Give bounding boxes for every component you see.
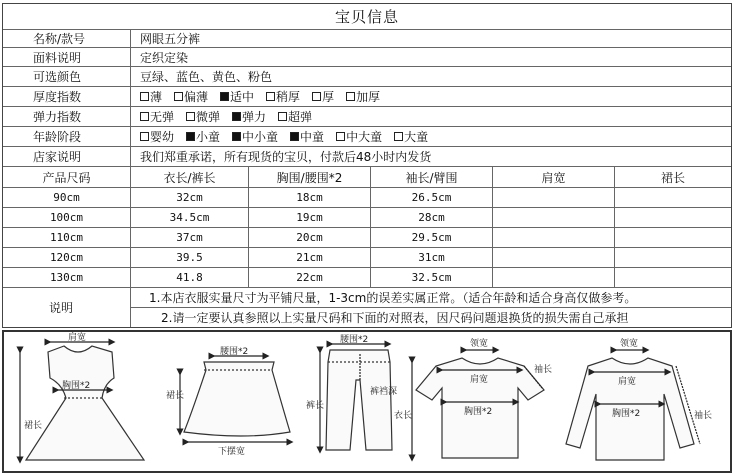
cell-sleeve: 31cm xyxy=(371,248,493,267)
header-shoulder: 肩宽 xyxy=(493,167,615,187)
option-label: 中大童 xyxy=(346,130,383,144)
thickness-option xyxy=(266,88,300,105)
header-chest: 胸围/腰围*2 xyxy=(249,167,371,187)
cell-chest: 18cm xyxy=(249,188,371,207)
table-row xyxy=(3,188,731,208)
cell-size: 110cm xyxy=(3,228,131,247)
cell-shoulder xyxy=(493,188,615,207)
skirt-length-label: 裙长 xyxy=(166,391,185,401)
longsleeve-sleeve-label: 袖长 xyxy=(694,411,713,421)
option-label: 偏薄 xyxy=(184,90,209,104)
thickness-row xyxy=(3,87,731,107)
option-label: 稍厚 xyxy=(276,90,301,104)
cell-chest: 19cm xyxy=(249,208,371,227)
thickness-options xyxy=(131,87,731,106)
checkbox-icon xyxy=(394,132,403,141)
cell-chest: 21cm xyxy=(249,248,371,267)
header-length: 衣长/裤长 xyxy=(131,167,249,187)
colors-value: 豆绿、蓝色、黄色、粉色 xyxy=(140,70,273,84)
age-options xyxy=(131,127,731,146)
cell-sleeve: 26.5cm xyxy=(371,188,493,207)
checkbox-icon xyxy=(174,92,183,101)
elasticity-option xyxy=(232,108,266,125)
thickness-label: 厚度指数 xyxy=(3,87,131,106)
skirt-waist-label: 腰围*2 xyxy=(220,347,249,357)
cell-length: 32cm xyxy=(131,188,249,207)
option-label: 超弹 xyxy=(288,110,313,124)
option-label: 加厚 xyxy=(356,90,381,104)
tshirt-chest-label: 胸围*2 xyxy=(464,407,493,417)
info-row-fabric xyxy=(3,48,731,67)
checkbox-icon xyxy=(140,132,149,141)
cell-length: 37cm xyxy=(131,228,249,247)
option-label: 微弹 xyxy=(196,110,221,124)
size-table-header xyxy=(3,167,731,188)
option-label: 无弹 xyxy=(150,110,175,124)
pants-length-label: 裤长 xyxy=(306,401,325,411)
age-option xyxy=(186,128,220,145)
note-line: 1.本店衣服实量尺寸为平铺尺量，1-3cm的误差实属正常。（适合年龄和适合身高仅做参考。 xyxy=(149,291,637,305)
sheet-title: 宝贝信息 xyxy=(334,8,399,26)
longsleeve-chest-label: 胸围*2 xyxy=(612,409,641,419)
cell-size: 90cm xyxy=(3,188,131,207)
checkbox-icon xyxy=(346,92,355,101)
cell-size: 120cm xyxy=(3,248,131,267)
age-label: 年龄阶段 xyxy=(3,127,131,146)
dress-chest-label: 胸围*2 xyxy=(62,381,91,391)
cell-shoulder xyxy=(493,248,615,267)
option-label: 适中 xyxy=(230,90,255,104)
cell-skirt-length xyxy=(615,228,731,247)
note-line-1-wrap xyxy=(131,288,731,308)
notes-row xyxy=(3,288,731,327)
cell-sleeve: 28cm xyxy=(371,208,493,227)
elasticity-option xyxy=(186,108,220,125)
note-line-2-wrap xyxy=(131,308,731,327)
option-label: 中童 xyxy=(300,130,325,144)
shop-label: 店家说明 xyxy=(3,147,131,166)
checkbox-icon xyxy=(232,132,241,141)
dress-length-label: 裙长 xyxy=(24,421,43,431)
table-row xyxy=(3,208,731,228)
option-label: 薄 xyxy=(150,90,163,104)
fabric-value: 定织定染 xyxy=(140,50,189,65)
cell-skirt-length xyxy=(615,188,731,207)
header-skirt-length: 裙长 xyxy=(660,170,685,185)
tshirt-collar-label: 领宽 xyxy=(470,339,489,349)
header-sleeve: 袖长/臂围 xyxy=(371,167,493,187)
checkbox-icon xyxy=(336,132,345,141)
option-label: 小童 xyxy=(196,130,221,144)
cell-length: 34.5cm xyxy=(131,208,249,227)
pants-waist-label: 腰围*2 xyxy=(340,335,369,345)
name-value: 网眼五分裤 xyxy=(140,32,201,46)
elasticity-option xyxy=(278,108,312,125)
cell-chest: 22cm xyxy=(249,268,371,287)
cell-shoulder xyxy=(493,208,615,227)
thickness-option xyxy=(140,88,162,105)
cell-size: 100cm xyxy=(3,208,131,227)
checkbox-icon xyxy=(220,92,229,101)
checkbox-icon xyxy=(232,112,241,121)
table-row xyxy=(3,248,731,268)
tshirt-diagram xyxy=(412,350,544,458)
checkbox-icon xyxy=(140,112,149,121)
age-option xyxy=(140,128,174,145)
elasticity-row xyxy=(3,107,731,127)
table-row xyxy=(3,268,731,288)
measurement-diagrams-svg xyxy=(4,332,730,471)
thickness-option xyxy=(312,88,334,105)
dress-diagram xyxy=(20,342,144,460)
option-label: 弹力 xyxy=(242,110,267,124)
pants-diagram xyxy=(320,344,392,450)
cell-sleeve: 29.5cm xyxy=(371,228,493,247)
pants-rise-label: 裤裆深 xyxy=(370,387,398,397)
table-row xyxy=(3,228,731,248)
thickness-option xyxy=(346,88,380,105)
age-row xyxy=(3,127,731,147)
cell-shoulder xyxy=(493,228,615,247)
dress-shoulder-label: 肩宽 xyxy=(68,333,87,343)
age-option xyxy=(232,128,278,145)
name-label: 名称/款号 xyxy=(3,30,131,47)
tshirt-shoulder-label: 肩宽 xyxy=(470,375,489,385)
checkbox-icon xyxy=(140,92,149,101)
cell-chest: 20cm xyxy=(249,228,371,247)
fabric-label: 面料说明 xyxy=(3,48,131,66)
colors-label: 可选颜色 xyxy=(3,67,131,86)
cell-length: 39.5 xyxy=(131,248,249,267)
checkbox-icon xyxy=(266,92,275,101)
longsleeve-collar-label: 领宽 xyxy=(620,339,639,349)
checkbox-icon xyxy=(290,132,299,141)
skirt-diagram xyxy=(180,356,290,442)
age-option xyxy=(290,128,324,145)
tshirt-sleeve-label: 袖长 xyxy=(534,365,553,375)
header-size: 产品尺码 xyxy=(3,167,131,187)
age-option xyxy=(394,128,428,145)
option-label: 厚 xyxy=(322,90,335,104)
cell-sleeve: 32.5cm xyxy=(371,268,493,287)
shop-row xyxy=(3,147,731,167)
checkbox-icon xyxy=(278,112,287,121)
product-info-sheet xyxy=(2,3,732,328)
longsleeve-diagram xyxy=(566,350,700,460)
skirt-hem-label: 下摆宽 xyxy=(218,447,246,457)
thickness-option xyxy=(220,88,254,105)
elasticity-options xyxy=(131,107,731,126)
cell-size: 130cm xyxy=(3,268,131,287)
elasticity-option xyxy=(140,108,174,125)
cell-skirt-length xyxy=(615,248,731,267)
option-label: 大童 xyxy=(404,130,429,144)
option-label: 中小童 xyxy=(242,130,279,144)
measurement-diagrams xyxy=(2,330,732,473)
notes-label: 说明 xyxy=(3,288,131,327)
title-row xyxy=(3,4,731,30)
info-row-name xyxy=(3,30,731,48)
tshirt-length-label: 衣长 xyxy=(394,411,413,421)
option-label: 婴幼 xyxy=(150,130,175,144)
info-row-colors xyxy=(3,67,731,87)
checkbox-icon xyxy=(186,132,195,141)
shop-value: 我们郑重承诺，所有现货的宝贝，付款后48小时内发货 xyxy=(140,150,432,164)
cell-length: 41.8 xyxy=(131,268,249,287)
checkbox-icon xyxy=(186,112,195,121)
checkbox-icon xyxy=(312,92,321,101)
note-line: 2.请一定要认真参照以上实量尺码和下面的对照表，因尺码问题退换货的损失需自己承担 xyxy=(161,311,629,325)
cell-shoulder xyxy=(493,268,615,287)
cell-skirt-length xyxy=(615,208,731,227)
age-option xyxy=(336,128,382,145)
thickness-option xyxy=(174,88,208,105)
cell-skirt-length xyxy=(615,268,731,287)
longsleeve-shoulder-label: 肩宽 xyxy=(618,377,637,387)
elasticity-label: 弹力指数 xyxy=(3,107,131,126)
